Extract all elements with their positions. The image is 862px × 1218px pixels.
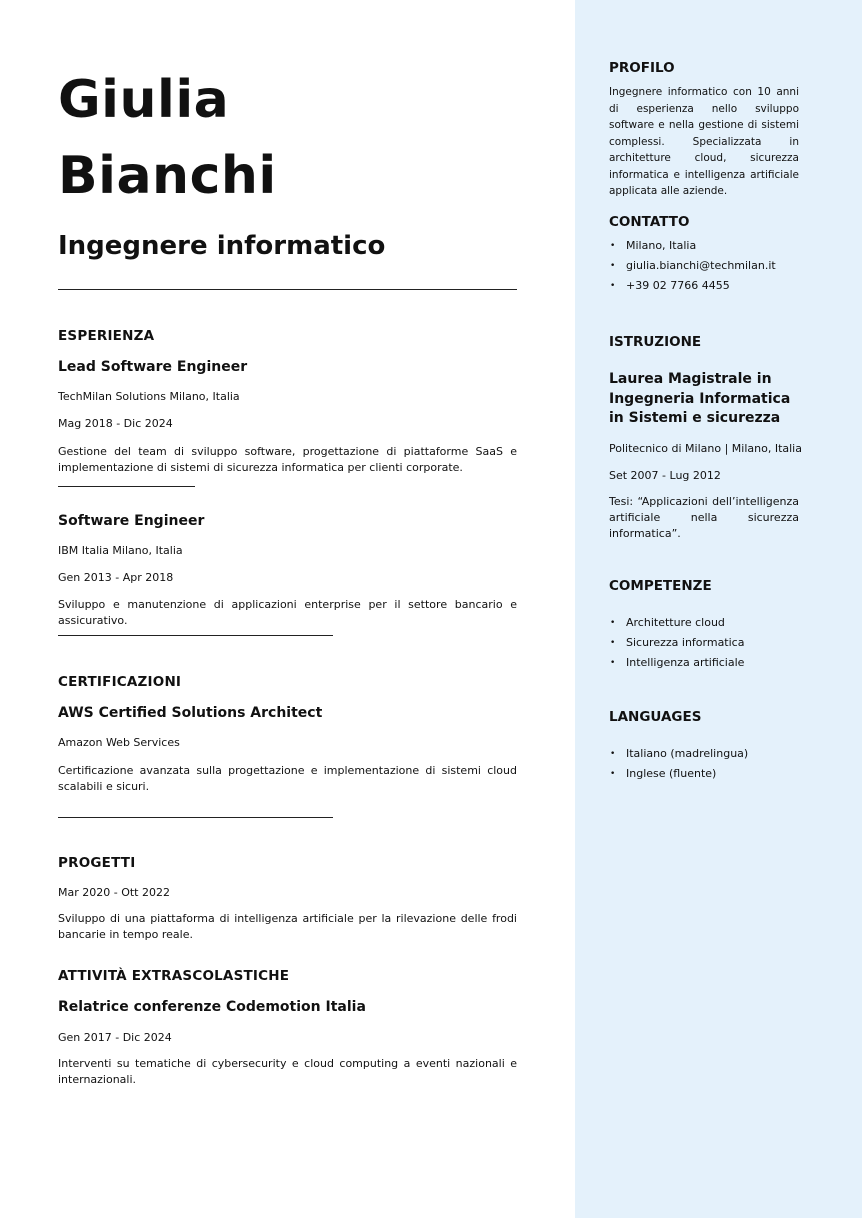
- education-dates: Set 2007 - Lug 2012: [609, 469, 721, 482]
- header-divider: [58, 289, 517, 290]
- certification-description: Certificazione avanzata sulla progettazione e implementazione di sistemi cloud scalabili e sicuri.: [58, 764, 517, 793]
- contact-phone[interactable]: • +39 02 7766 4455: [609, 276, 809, 296]
- first-name: Giulia: [58, 70, 230, 130]
- activity-title: Relatrice conferenze Codemotion Italia: [58, 999, 366, 1015]
- bullet-icon: •: [610, 618, 616, 628]
- bullet-icon: •: [610, 241, 616, 251]
- education-thesis: Tesi: “Applicazioni dell’intelligenza artificiale nella sicurezza informatica”.: [609, 495, 799, 540]
- languages-heading: LANGUAGES: [609, 709, 702, 725]
- job-description: Gestione del team di sviluppo software, progettazione di piattaforme SaaS e implementazione di sistemi di sicurezza informatica per clienti corporate.: [58, 445, 517, 474]
- skill-item: • Architetture cloud: [609, 613, 809, 633]
- education-heading: ISTRUZIONE: [609, 334, 702, 350]
- job-dates: Gen 2013 - Apr 2018: [58, 571, 174, 584]
- skill-item: • Intelligenza artificiale: [609, 653, 809, 673]
- skills-heading: COMPETENZE: [609, 578, 712, 594]
- bullet-icon: •: [610, 638, 616, 648]
- last-name: Bianchi: [58, 146, 277, 206]
- experience-heading: ESPERIENZA: [58, 328, 155, 344]
- bullet-icon: •: [610, 749, 616, 759]
- language-item: • Italiano (madrelingua): [609, 744, 809, 764]
- job-description: Sviluppo e manutenzione di applicazioni enterprise per il settore bancario e assicurativo.: [58, 598, 517, 627]
- certifications-heading: CERTIFICAZIONI: [58, 674, 182, 690]
- section-divider: [58, 635, 333, 636]
- contact-list: [609, 236, 809, 296]
- job-role: Software Engineer: [58, 513, 205, 529]
- bullet-icon: •: [610, 658, 616, 668]
- contact-email[interactable]: • giulia.bianchi@techmilan.it: [609, 256, 809, 276]
- bullet-icon: •: [610, 281, 616, 291]
- job-role: Lead Software Engineer: [58, 359, 248, 375]
- job-title: Ingegnere informatico: [58, 231, 386, 261]
- languages-list: [609, 744, 809, 784]
- section-divider: [58, 817, 333, 818]
- bullet-icon: •: [610, 769, 616, 779]
- contact-heading: CONTATTO: [609, 214, 690, 230]
- job-divider: [58, 486, 195, 487]
- activity-description: Interventi su tematiche di cybersecurity e cloud computing a eventi nazionali e internazionali.: [58, 1057, 517, 1086]
- candidate-name: [58, 62, 277, 214]
- activity-dates: Gen 2017 - Dic 2024: [58, 1031, 172, 1044]
- job-company: TechMilan Solutions Milano, Italia: [58, 390, 240, 403]
- contact-location: • Milano, Italia: [609, 236, 809, 256]
- language-item: • Inglese (fluente): [609, 764, 809, 784]
- extracurricular-heading: ATTIVITÀ EXTRASCOLASTICHE: [58, 968, 290, 984]
- job-company: IBM Italia Milano, Italia: [58, 544, 183, 557]
- education-degree: Laurea Magistrale in Ingegneria Informatica in Sistemi e sicurezza: [609, 371, 791, 426]
- skills-list: [609, 613, 809, 673]
- profile-text: Ingegnere informatico con 10 anni di esperienza nello sviluppo software e nella gestione di sistemi complessi. Specializzata in architetture cloud, sicurezza informatica e intelligenza artificiale applicata alle aziende.: [609, 86, 799, 197]
- job-dates: Mag 2018 - Dic 2024: [58, 417, 173, 430]
- projects-heading: PROGETTI: [58, 855, 136, 871]
- certification-title: AWS Certified Solutions Architect: [58, 705, 323, 721]
- bullet-icon: •: [610, 261, 616, 271]
- certification-issuer: Amazon Web Services: [58, 736, 180, 749]
- project-dates: Mar 2020 - Ott 2022: [58, 886, 170, 899]
- project-description: Sviluppo di una piattaforma di intelligenza artificiale per la rilevazione delle frodi bancarie in tempo reale.: [58, 912, 517, 941]
- education-school: Politecnico di Milano | Milano, Italia: [609, 442, 802, 455]
- skill-item: • Sicurezza informatica: [609, 633, 809, 653]
- profile-heading: PROFILO: [609, 60, 675, 76]
